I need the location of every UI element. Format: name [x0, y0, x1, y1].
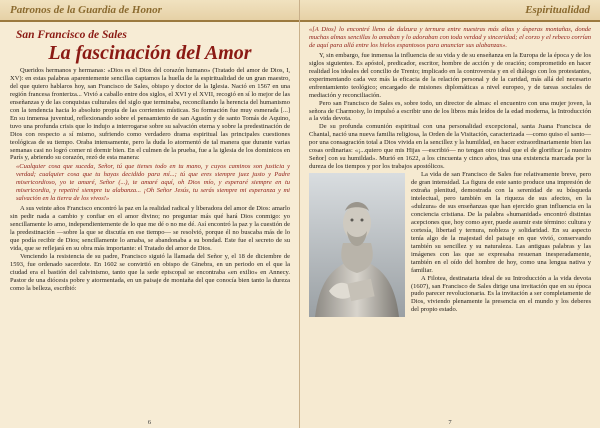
- left-content: [0, 24, 299, 414]
- body-paragraph: De su profunda comunión espiritual con una personalidad excepcional, santa Juana Francisca de Chantal, nació una nueva familia religiosa, la Orden de la Visitación, caracterizada —como quiso el santo— por una consagración total a Dios vivida en la sencillez y la humildad, en hacer extraordinariamente bien las cosas ordinarias: «¡...quiero que mis Hijas —escribió— no tengan otro ideal que el de glorificar [a nuestro Señor] con su humildad». Murió en 1622, a los cincuenta y cinco años, tras una existencia marcada por la dureza de los tiempos y por los trabajos apostólicos.: [309, 123, 591, 171]
- body-paragraph: Queridos hermanos y hermanas: «Dios es el Dios del corazón humano» (Tratado del amor de Dios, I, XV): en estas palabras aparentemente sencillas captamos la huella de la espiritualidad de un gran maestro, del que quiero hablaros hoy, san Francisco de Sales, obispo y doctor de la Iglesia. Nació en 1567 en una región francesa fronteriza... Vivió a caballo entre dos siglos, el XVI y el XVII, recogió en sí lo mejor de las enseñanzas y de las conquistas culturales del siglo que terminaba, reconciliando la herencia del humanismo con la tendencia hacia lo absoluto propia de las corrientes místicas. Su formación fue muy esmerada [...] En su inmensa juventud, reflexionando sobre el pensamiento de san Agustín y de santo Tomás de Aquino, tuvo una profunda crisis que lo indujo a interrogarse sobre su salvación eterna y sobre la predestinación de Dios con respecto a sí mismo, sufriendo como verdadero drama espiritual las principales cuestiones teológicas de su tiempo. Oraba intensamente, pero la duda lo atormentó de tal manera que durante varias semanas casi no logró comer ni dormir bien. En el culmen de la prueba, fue a la iglesia de los dominicos en París y, abriendo su corazón, rezó de esta manera:: [10, 67, 290, 162]
- article-subtitle: San Francisco de Sales: [16, 29, 127, 41]
- statue-figure: [309, 173, 405, 317]
- body-paragraph: Venciendo la resistencia de su padre, Francisco siguió la llamada del Señor y, el 18 de diciembre de 1593, fue ordenado sacerdote. En 1602 se convirtió en obispo de Ginebra, en un periodo en el que la ciudad era el bastión del calvinismo, tanto que la sede episcopal se encontraba «en exilio» en Annecy. Pastor de una diócesis pobre y atormentada, en un paisaje de montaña del que conocía bien tanto la dureza como la belleza, escribió:: [10, 252, 290, 292]
- article-title: La fascinación del Amor: [48, 42, 252, 64]
- body-paragraph: La vida de san Francisco de Sales fue relativamente breve, pero de gran intensidad. La figura de este santo produce una impresión de extraña plenitud, demostrada con la serenidad de su búsqueda intelectual, pero también en la riqueza de sus afectos, en la «dulzura» de sus enseñanzas que han ejercido gran influencia en la conciencia cristiana. De la palabra «humanidad» encontró distintas acepciones que, hoy como ayer, puede asumir este término: cultura y cortesía, libertad y ternura, nobleza y solidaridad. En su aspecto tenía algo de la majestad del paisaje en que vivió, conservando también su sencillez y su naturaleza. Las antiguas palabras y las imágenes con las que se expresaba resuenan inesperadamente, también en el oído del hombre de hoy, como una lengua nativa y familiar.: [411, 171, 591, 274]
- running-header-left: Patronos de la Guardia de Honor: [0, 0, 299, 22]
- page-number-left: 6: [147, 419, 152, 426]
- prayer-quote: «Cualquier cosa que suceda, Señor, tú que tienes todo en tu mano, y cuyos caminos son justicia y verdad; cualquier cosa que tu hayas decidido para mí...; tú que eres siempre juez justo y Padre misericordioso, yo te amaré, Señor (...), te amaré aquí, oh Dios mío, y esperaré siempre en tu misericordia, y repetiré siempre tu alabanza... ¡Oh Señor Jesús, tu serás siempre mi esperanza y mi salvación en la tierra de los vivos!»: [16, 163, 290, 203]
- right-content: [300, 24, 600, 414]
- body-paragraph: Pero san Francisco de Sales es, sobre todo, un director de almas: el encuentro con una mujer joven, la señora de Charmoisy, lo impulsó a escribir uno de los libros más leídos de la edad moderna, la Introducción a la vida devota.: [309, 99, 591, 123]
- right-page: [300, 0, 600, 428]
- body-paragraph: A sus veinte años Francisco encontró la paz en la realidad radical y liberadora del amor de Dios: amarlo sin pedir nada a cambio y confiar en el amor divino; no preguntar más qué hará Dios conmigo: yo sencillamente lo amo, independientemente de lo que me dé o no me dé. Así encontró la paz y la cuestión de la predestinación —sobre la que se discutía en ese tiempo— se resolvió, porque él no buscaba más de lo que podía recibir de Dios; sencillamente lo amaba, se abandonaba a su bondad. Este fue el secreto de su vida, que se reflejará en su obra más importante: el Tratado del amor de Dios.: [10, 205, 291, 252]
- saint-statue-photo-icon: [309, 173, 405, 317]
- mountain-quote: «[A Dios] lo encontré lleno de dulzura y ternura entre nuestras más altas y ásperas montañas, donde muchas almas sencillas lo amaban y lo adoraban con toda verdad y sinceridad; el corzo y el rebeco corrían de aquí para allá entre los hielos espantosos para anunciar sus alabanzas».: [309, 26, 591, 49]
- running-header-right: Espiritualidad: [300, 0, 600, 22]
- body-paragraph: A Filotea, destinataria ideal de su Introducción a la vida devota (1607), san Francisco de Sales dirige una invitación que en su época pudo parecer revolucionaria. Es la invitación a ser completamente de Dios, viviendo plenamente la presencia en el mundo y los deberes del propio estado.: [411, 274, 591, 314]
- body-paragraph: Y, sin embargo, fue inmensa la influencia de su vida y de su enseñanza en la Europa de la época y de los siglos siguientes. Es apóstol, predicador, escritor, hombre de acción y de oración; comprometido en hacer realidad los ideales del concilio de Trento; implicado en la controversia y en el diálogo con los protestantes, experimentando cada vez más la eficacia de la relación personal y de la caridad, más allá del necesario enfrentamiento teológico; encargado de misiones diplomáticas a nivel europeo, y de tareas sociales de mediación y reconciliación.: [309, 51, 591, 99]
- page-number-right: 7: [448, 419, 452, 426]
